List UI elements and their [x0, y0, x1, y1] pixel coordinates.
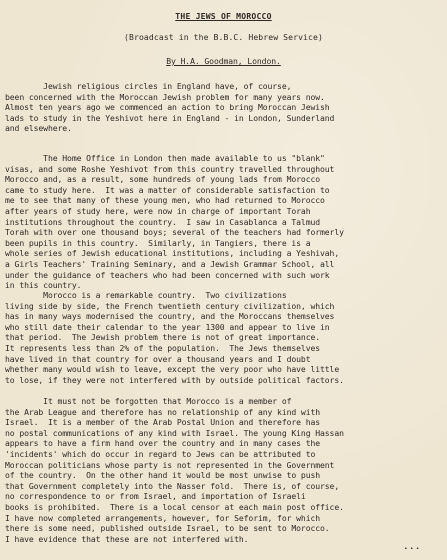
document-title: THE JEWS OF MOROCCO: [175, 11, 272, 21]
paragraph-line: 'incidents' which do occur in regard to Jews can be attributed to: [5, 448, 316, 459]
paragraph-line: whether many would wish to leave, except the very poor who have little: [5, 364, 340, 375]
paragraph-1: [5, 81, 447, 134]
paragraph-line: institutions throughout the country. I saw in Casablanca a Talmud: [5, 216, 321, 227]
paragraph-line: that period. The Jewish problem there is not of great importance.: [5, 332, 321, 343]
paragraph-line: I have now completed arrangements, however, for Seforim, for which: [5, 512, 321, 523]
continuation-mark: ...: [403, 541, 421, 551]
document-byline: By H.A. Goodman, London.: [166, 56, 281, 66]
paragraph-line: Israel. It is a member of the Arab Postal Union and therefore has: [5, 417, 321, 428]
paragraph-line: Almost ten years ago we commenced an action to bring Moroccan Jewish: [5, 102, 330, 113]
paragraph-line: It represents less than 2% of the population. The Jews themselves: [5, 342, 321, 353]
paragraph-4: [5, 396, 447, 544]
paragraph-line: after years of study here, were now in charge of important Torah: [5, 205, 311, 216]
paragraph-line: appears to have a firm hand over the country and in many cases the: [5, 438, 321, 449]
paragraph-line: and elsewhere.: [5, 123, 72, 134]
paragraph-line: have lived in that country for over a thousand years and I doubt: [5, 353, 311, 364]
paragraph-line: been concerned with the Moroccan Jewish problem for many years now.: [5, 91, 325, 102]
paragraph-line: living side by side, the French twentieth century civilization, which: [5, 300, 335, 311]
paragraph-line: books is prohibited. There is a local censor at each main post office.: [5, 501, 344, 512]
paragraph-line: who still date their calendar to the year 1300 and appear to live in: [5, 321, 330, 332]
paragraph-line: been pupils in this country. Similarly, in Tangiers, there is a: [5, 237, 311, 248]
paragraph-line: no postal communications of any kind with Israel. The young King Hassan: [5, 427, 344, 438]
paragraph-line: no correspondence to or from Israel, and importation of Israeli: [5, 491, 306, 502]
paragraph-3: [5, 290, 447, 385]
paragraph-line: The Home Office in London then made available to us "blank": [5, 153, 325, 163]
paragraph-line: the Arab League and therefore has no relationship of any kind with: [5, 406, 321, 417]
paragraph-line: lads to study in the Yeshivot here in England - in London, Sunderland: [5, 112, 335, 123]
paragraph-line: came to study here. It was a matter of considerable satisfaction to: [5, 184, 330, 195]
paragraph-line: in this country.: [5, 280, 82, 291]
paragraph-line: a Girls Teachers' Training Seminary, and a Jewish Grammar School, all: [5, 258, 335, 269]
paragraph-line: that Government completely into the Nasser fold. There is, of course,: [5, 480, 340, 491]
document-subtitle: (Broadcast in the B.B.C. Hebrew Service): [124, 32, 323, 42]
paragraph-line: I have evidence that these are not interfered with.: [5, 533, 249, 544]
paragraph-line: to lose, if they were not interfered with by outside political factors.: [5, 374, 344, 385]
paragraph-2: [5, 153, 447, 291]
paragraph-line: Jewish religious circles in England have, of course,: [5, 81, 292, 91]
paragraph-line: It must not be forgotten that Morocco is a member of: [5, 396, 292, 406]
paragraph-line: Torah with over one thousand boys; several of the teachers had formerly: [5, 227, 344, 238]
paragraph-line: of the country. On the other hand it would be most unwise to push: [5, 470, 321, 481]
paragraph-line: under the guidance of teachers who had been concerned with such work: [5, 269, 330, 280]
paragraph-line: has in many ways modernised the country, and the Moroccans themselves: [5, 311, 335, 322]
paragraph-line: Morocco and, as a result, some hundreds of young lads from Morocco: [5, 174, 321, 185]
paragraph-line: there is some need, published outside Israel, to be sent to Morocco.: [5, 523, 330, 534]
paragraph-line: visas, and some Roshe Yeshivot from this country travelled throughout: [5, 163, 335, 174]
paragraph-line: Moroccan politicians whose party is not represented in the Government: [5, 459, 335, 470]
paragraph-line: whole series of Jewish educational institutions, including a Yeshivah,: [5, 248, 340, 259]
paragraph-line: me to see that many of these young men, who had returned to Morocco: [5, 195, 325, 206]
paragraph-line: Morocco is a remarkable country. Two civilizations: [5, 290, 287, 300]
